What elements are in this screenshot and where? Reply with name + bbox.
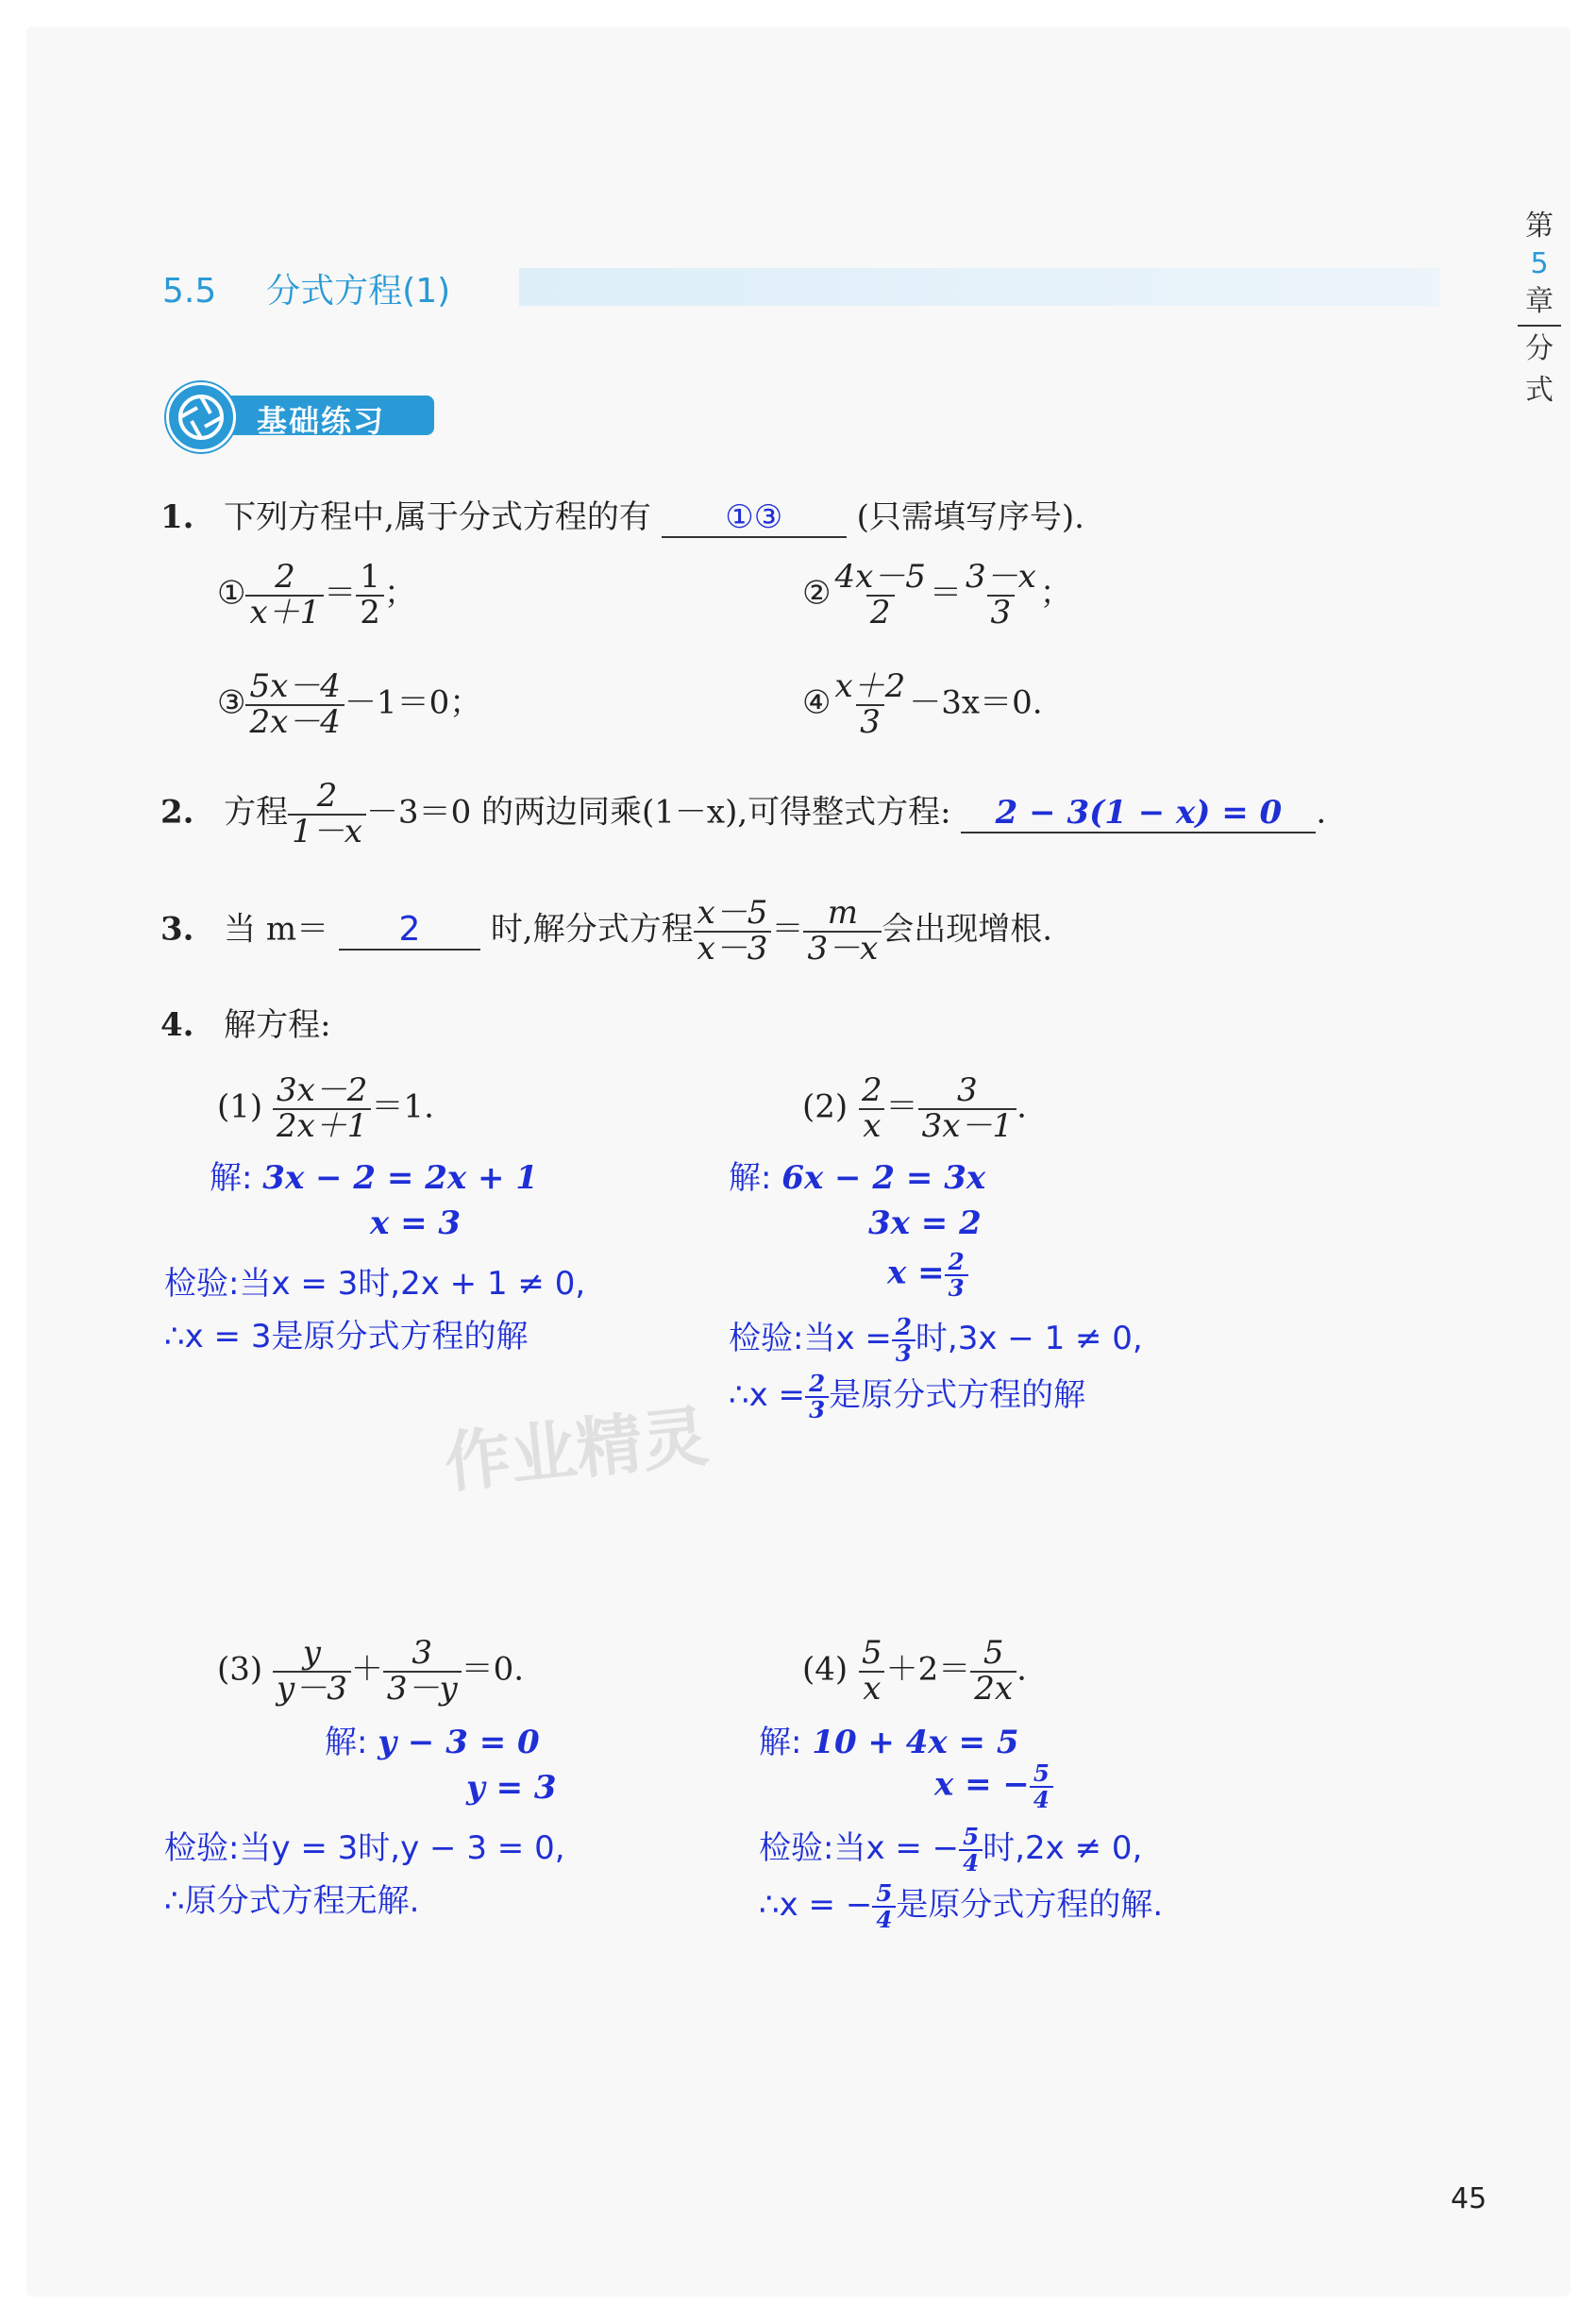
solution-step: x = 3 (370, 1204, 462, 1242)
part-1-solution-line-1 (210, 1152, 538, 1198)
solution-prefix: 解: (759, 1724, 802, 1761)
denominator: y－3 (273, 1671, 351, 1707)
question-mid: －3＝0 的两边同乘(1－x),可得整式方程: (365, 793, 951, 832)
punctuation: . (1316, 793, 1327, 832)
part-3-conclusion (164, 1875, 419, 1921)
denominator: 4 (872, 1906, 896, 1932)
numerator: 2 (316, 777, 338, 815)
denominator: 3－x (803, 931, 882, 967)
check-line: 检验:当x = (729, 1320, 892, 1357)
numerator: 5x－4 (249, 667, 341, 705)
part-3-equation (217, 1634, 525, 1708)
watermark: 作业精灵 (441, 1397, 713, 1503)
part-label: (1) (217, 1087, 263, 1126)
conclusion-line: ∴x = (729, 1376, 806, 1414)
basic-practice-badge (166, 382, 440, 446)
answer: 2 (398, 909, 421, 949)
question-number: 1. (160, 498, 194, 536)
chapter-divider (1518, 325, 1561, 327)
denominator: 3 (892, 1339, 916, 1366)
question-4 (160, 999, 331, 1045)
chapter-prefix: 第 (1525, 210, 1554, 243)
denominator: x－3 (694, 931, 772, 967)
check-line-tail: 时,3x − 1 ≠ 0, (915, 1320, 1143, 1357)
section-number: 5.5 (162, 272, 217, 311)
answer: ①③ (725, 498, 783, 536)
numerator: 3 (957, 1071, 978, 1109)
numerator: 5 (876, 1879, 893, 1908)
solution-prefix: 解: (325, 1724, 368, 1761)
part-1-conclusion (164, 1310, 529, 1356)
denominator: x (859, 1671, 884, 1707)
numerator: 2 (895, 1313, 912, 1341)
operator: ＋2＝ (885, 1650, 971, 1689)
part-1-check (164, 1257, 585, 1304)
expression-rest: ＝1. (371, 1087, 434, 1126)
denominator: 3x－1 (918, 1108, 1016, 1144)
check-line: 检验:当x = − (759, 1829, 960, 1867)
numerator: 2 (861, 1071, 882, 1109)
conclusion-line-tail: 是原分式方程的解. (896, 1886, 1164, 1924)
numerator: 1 (360, 558, 380, 596)
numerator: x＋2 (834, 667, 906, 705)
conclusion-line: ∴原分式方程无解. (164, 1882, 420, 1920)
denominator: 2x＋1 (273, 1108, 371, 1144)
option-mark: ② (802, 574, 832, 613)
numerator: 2 (948, 1248, 965, 1275)
numerator: m (827, 894, 858, 932)
solution-prefix: 解: (210, 1159, 253, 1197)
part-3-solution-line-2 (466, 1769, 557, 1807)
numerator: 3x－2 (276, 1071, 368, 1109)
solution-step: x = (887, 1254, 945, 1292)
operator: ＝ (885, 1087, 918, 1126)
solution-prefix: 解: (729, 1159, 772, 1197)
question-number: 3. (160, 910, 194, 949)
denominator: x＋1 (245, 595, 324, 631)
question-1 (160, 491, 1084, 538)
solution-step: 10 + 4x = 5 (812, 1724, 1019, 1761)
chapter-name-1: 分 (1525, 332, 1554, 365)
chapter-number: 5 (1530, 247, 1549, 280)
section-title-text: 分式方程(1) (266, 272, 451, 311)
denominator: 2 (866, 595, 895, 631)
part-2-solution-line-1 (729, 1152, 985, 1198)
denominator: 2 (356, 595, 384, 631)
denominator: 3 (805, 1396, 829, 1422)
operator: ＋ (350, 1650, 383, 1689)
option-4 (802, 667, 1043, 741)
part-4-equation (802, 1634, 1027, 1708)
part-4-check (759, 1822, 1142, 1876)
denominator: 2x－4 (245, 704, 344, 740)
part-label: (3) (217, 1650, 263, 1689)
part-4-solution-line-2 (934, 1761, 1053, 1811)
part-2-check (729, 1312, 1143, 1366)
conclusion-line: ∴x = 3是原分式方程的解 (164, 1318, 529, 1355)
question-2 (160, 777, 1327, 850)
option-1 (217, 558, 416, 631)
numerator: 2 (809, 1370, 826, 1398)
answer-blank (961, 794, 1316, 833)
question-number: 2. (160, 793, 194, 832)
expression-rest: －3x＝0. (909, 683, 1043, 722)
option-2 (802, 558, 1072, 631)
check-line: 检验:当y = 3时,y − 3 = 0, (164, 1829, 565, 1867)
part-label: (2) (802, 1087, 848, 1126)
part-2-solution-line-3 (887, 1250, 968, 1300)
solution-step: 3x − 2 = 2x + 1 (262, 1159, 538, 1197)
part-2-conclusion (729, 1369, 1085, 1422)
numerator: y (302, 1634, 322, 1672)
section-title-bar (519, 268, 1440, 306)
numerator: 5 (983, 1634, 1004, 1672)
section-title (162, 264, 450, 312)
solution-step: x = − (934, 1765, 1030, 1804)
denominator: 3 (856, 704, 884, 740)
conclusion-line: ∴x = − (759, 1886, 873, 1924)
question-3 (160, 894, 1053, 968)
page-number: 45 (1451, 2182, 1487, 2215)
question-stem: 下列方程中,属于分式方程的有 (224, 498, 651, 536)
denominator: 3 (945, 1274, 968, 1301)
numerator: 3 (412, 1634, 433, 1672)
answer-blank (339, 910, 480, 951)
numerator: x－5 (697, 894, 768, 932)
solution-step: 6x − 2 = 3x (781, 1159, 986, 1197)
part-4-solution-line-1 (759, 1716, 1019, 1762)
option-mark: ① (217, 574, 246, 613)
punctuation: . (1016, 1087, 1027, 1126)
operator: ＝ (771, 910, 804, 949)
conclusion-line-tail: 是原分式方程的解 (829, 1376, 1086, 1414)
part-3-check (164, 1822, 565, 1868)
chapter-side-tab (1516, 208, 1563, 410)
punctuation: ； (383, 574, 416, 613)
option-3 (217, 667, 482, 741)
option-mark: ③ (217, 683, 246, 722)
question-mid: 时,解分式方程 (490, 910, 694, 949)
question-pre: 方程 (224, 793, 289, 832)
question-pre: 当 m＝ (224, 910, 329, 949)
answer: 2 − 3(1 − x) = 0 (995, 793, 1283, 832)
numerator: 5 (963, 1823, 980, 1851)
numerator: 5 (861, 1634, 882, 1672)
denominator: 1－x (288, 814, 366, 850)
solution-step: 3x = 2 (868, 1204, 982, 1242)
badge-label: 基础练习 (257, 403, 386, 439)
denominator: 3 (987, 595, 1016, 631)
check-line: 检验:当x = 3时,2x + 1 ≠ 0, (164, 1265, 586, 1303)
camera-shutter-icon (166, 382, 236, 452)
question-stem: 解方程: (224, 1006, 331, 1044)
option-mark: ④ (802, 683, 832, 722)
denominator: 3－y (383, 1671, 462, 1707)
numerator: 3－x (965, 558, 1036, 596)
question-end: 会出现增根. (882, 910, 1053, 949)
part-3-solution-line-1 (325, 1716, 540, 1762)
punctuation: . (1016, 1650, 1027, 1689)
part-2-solution-line-2 (868, 1204, 982, 1242)
expression-rest: －1＝0； (344, 683, 482, 722)
question-tail: (只需填写序号). (856, 498, 1084, 536)
chapter-name-2: 式 (1525, 374, 1554, 407)
part-1-solution-line-2 (370, 1204, 461, 1242)
operator: ＝ (324, 574, 357, 613)
chapter-suffix: 章 (1525, 285, 1554, 318)
question-number: 4. (160, 1006, 194, 1044)
numerator: 2 (275, 558, 295, 596)
part-2-equation (802, 1071, 1027, 1145)
answer-blank (662, 498, 847, 538)
part-4-conclusion (759, 1878, 1163, 1932)
expression-rest: ＝0. (461, 1650, 525, 1689)
denominator: x (859, 1108, 884, 1144)
operator: ＝ (929, 574, 962, 613)
solution-step: y − 3 = 0 (378, 1724, 540, 1761)
numerator: 5 (1033, 1759, 1050, 1787)
denominator: 4 (1030, 1786, 1053, 1812)
solution-step: y = 3 (466, 1769, 557, 1807)
punctuation: ； (1039, 574, 1072, 613)
check-line-tail: 时,2x ≠ 0, (983, 1829, 1143, 1867)
denominator: 2x (970, 1671, 1016, 1707)
denominator: 4 (959, 1849, 983, 1876)
part-1-equation (217, 1071, 434, 1145)
numerator: 4x－5 (834, 558, 926, 596)
part-label: (4) (802, 1650, 848, 1689)
